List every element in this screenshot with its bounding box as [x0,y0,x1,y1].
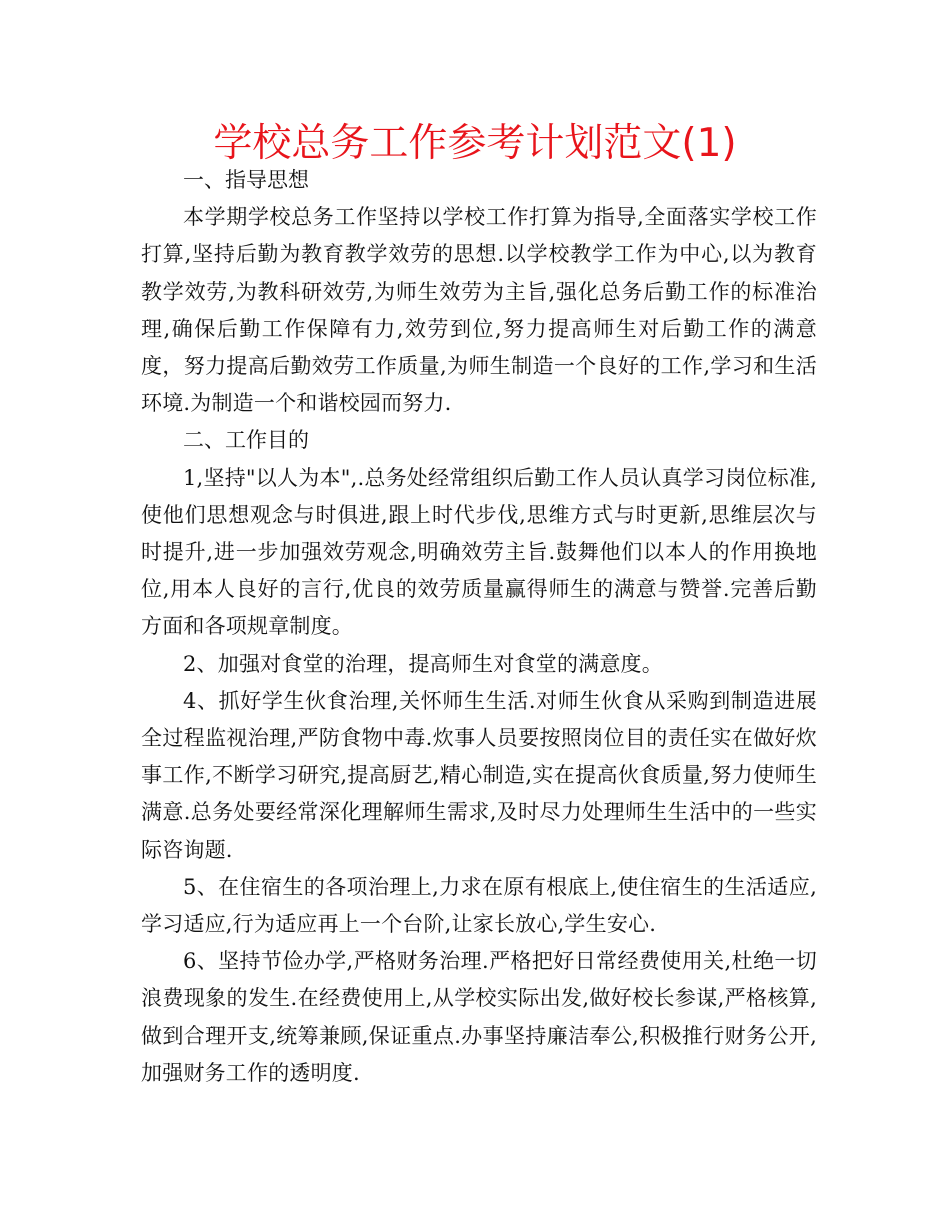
section-heading-work-goals: 二、工作目的 [183,428,309,453]
document-title: 学校总务工作参考计划范文(1) [213,121,737,166]
paragraph-goal-1: 1,坚持"以人为本",.总务处经常组织后勤工作人员认真学习岗位标准,使他们思想观念与时俱进,跟上时代步伐,思维方式与时更新,思维层次与时提升,进一步加强效劳观念,明确效劳主旨.鼓舞他们以本人的作用换地位,用本人良好的言行,优良的效劳质量赢得师生的满意与赞誉.完善后勤方面和各项规章制度。 [141,465,817,639]
paragraph-goal-5: 5、在住宿生的各项治理上,力求在原有根底上,使住宿生的生活适应,学习适应,行为适应再上一个台阶,让家长放心,学生安心. [141,874,817,937]
document-body [141,162,817,1092]
paragraph-goal-2: 2、加强对食堂的治理，提高师生对食堂的满意度。 [183,651,663,676]
paragraph-guiding-ideology: 本学期学校总务工作坚持以学校工作打算为指导,全面落实学校工作打算,坚持后勤为教育教学效劳的思想.以学校教学工作为中心,以为教育教学效劳,为教科研效劳,为师生效劳为主旨,强化总务后勤工作的标准治理,确保后勤工作保障有力,效劳到位,努力提高师生对后勤工作的满意度，努力提高后勤效劳工作质量,为师生制造一个良好的工作,学习和生活环境.为制造一个和谐校园而努力. [141,205,817,416]
section-heading-guiding-ideology: 一、指导思想 [183,168,309,192]
paragraph-goal-4: 4、抓好学生伙食治理,关怀师生生活.对师生伙食从采购到制造进展全过程监视治理,严防食物中毒.炊事人员要按照岗位目的责任实在做好炊事工作,不断学习研究,提高厨艺,精心制造,实在提高伙食质量,努力使师生满意.总务处要经常深化理解师生需求,及时尽力处理师生生活中的一些实际咨询题. [141,688,817,862]
paragraph-goal-6: 6、坚持节俭办学,严格财务治理.严格把好日常经费使用关,杜绝一切浪费现象的发生.在经费使用上,从学校实际出发,做好校长参谋,严格核算,做到合理开支,统筹兼顾,保证重点.办事坚持廉洁奉公,积极推行财务公开,加强财务工作的透明度. [141,949,817,1085]
